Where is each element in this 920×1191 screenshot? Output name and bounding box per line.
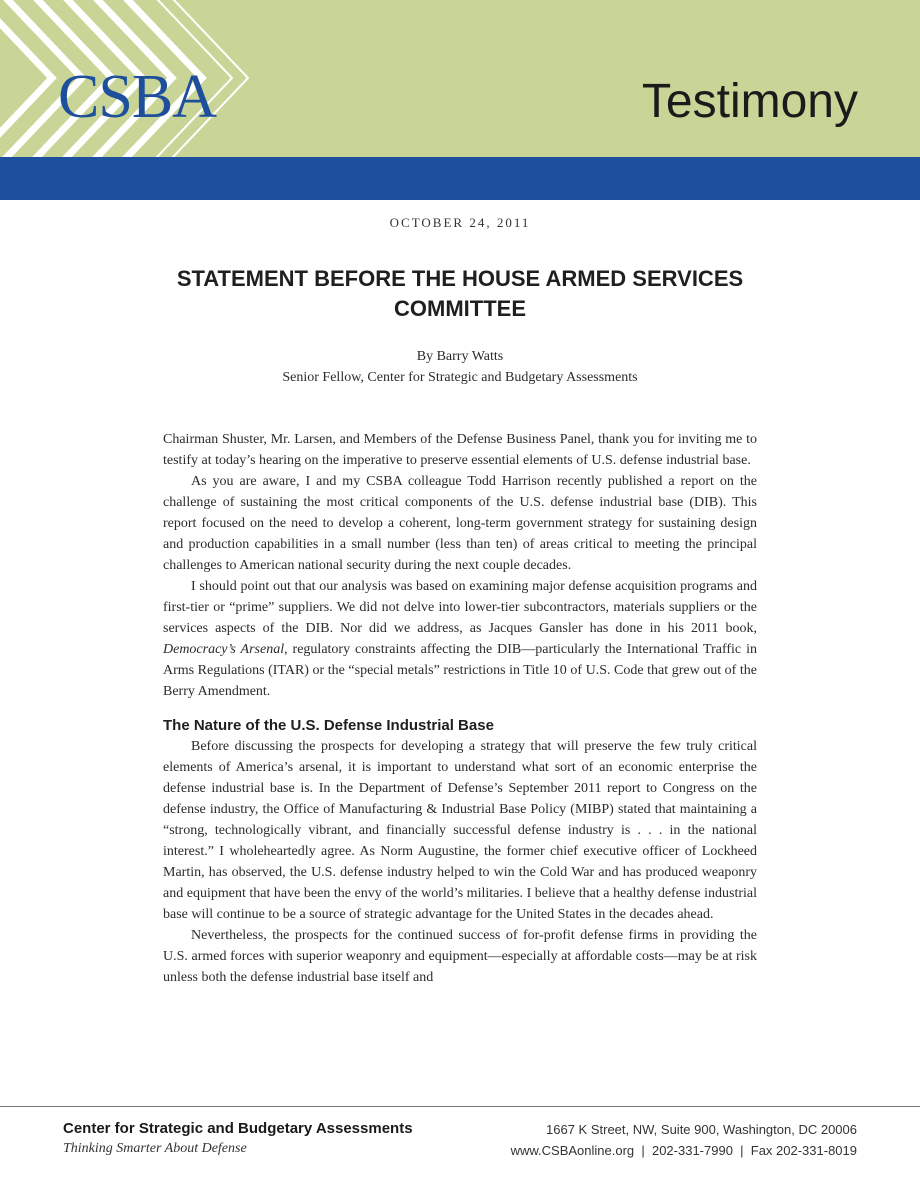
paragraph: Nevertheless, the prospects for the continued success of for-profit defense firms in providing the U.S. armed forces with superior weaponry and equipment—especially at affordable costs—may be at risk unless both the defense industrial base itself and	[163, 928, 757, 985]
section-heading: The Nature of the U.S. Defense Industrial Base	[163, 717, 494, 734]
author-name: By Barry Watts	[416, 349, 504, 364]
paragraph: Chairman Shuster, Mr. Larsen, and Members of the Defense Business Panel, thank you for inviting me to testify at today’s hearing on the imperative to preserve essential elements of U.S. defense industrial base.	[163, 432, 757, 468]
csba-logo: CSBA	[58, 63, 216, 131]
header-blue-band	[0, 157, 920, 200]
statement-title-line-2: COMMITTEE	[394, 296, 526, 321]
paragraph-text: I should point out that our analysis was based on examining major defense acquisition programs and first-tier or “prime” suppliers. We did not delve into lower-tier subcontractors, materials suppliers or the services aspects of the DIB. Nor did we address, as Jacques Gansler has done in his 2011 book,	[163, 579, 757, 636]
footer-contact-info: www.CSBAonline.org | 202-331-7990 | Fax 202-331-8019	[510, 1143, 857, 1158]
byline	[0, 346, 920, 388]
footer-divider	[0, 1106, 920, 1107]
book-title: Democracy’s Arsenal	[163, 642, 285, 657]
footer-organization-name: Center for Strategic and Budgetary Assessments	[63, 1120, 413, 1137]
testimony-body	[163, 429, 757, 988]
footer-tagline: Thinking Smarter About Defense	[63, 1141, 247, 1156]
statement-title	[120, 264, 800, 324]
statement-title-line-1: STATEMENT BEFORE THE HOUSE ARMED SERVICES	[176, 266, 744, 291]
paragraph-text: , regulatory constraints affecting the DIB—particularly the International Traffic in Arms Regulations (ITAR) or the “special metals” restrictions in Title 10 of U.S. Code that grew out of the Berry Amendment.	[163, 642, 757, 699]
document-date: OCTOBER 24, 2011	[389, 215, 531, 230]
paragraph: Before discussing the prospects for developing a strategy that will preserve the few truly critical elements of America’s arsenal, it is important to understand what sort of an economic enterprise the defense industrial base is. In the Department of Defense’s September 2011 report to Congress on the defense industry, the Office of Manufacturing & Industrial Base Policy (MIBP) stated that maintaining a “strong, technologically vibrant, and financially successful defense industry is . . . in the national interest.” I wholeheartedly agree. As Norm Augustine, the former chief executive officer of Lockheed Martin, has observed, the U.S. defense industry helped to win the Cold War and has produced weaponry and equipment that have been the envy of the world’s militaries. I believe that a healthy defense industrial base will continue to be a source of strategic advantage for the United States in the decades ahead.	[163, 739, 757, 922]
author-affiliation: Senior Fellow, Center for Strategic and Budgetary Assessments	[282, 370, 638, 385]
paragraph: As you are aware, I and my CSBA colleague Todd Harrison recently published a report on the challenge of sustaining the most critical components of the U.S. defense industrial base (DIB). This report focused on the need to develop a coherent, long-term government strategy for sustaining design and production capabilities in a small number (less than ten) of areas critical to meeting the principal challenges to American national security during the next couple decades.	[163, 474, 757, 573]
footer-address: 1667 K Street, NW, Suite 900, Washington, DC 20006	[546, 1122, 857, 1137]
paragraph	[163, 576, 757, 702]
document-type-title: Testimony	[641, 75, 858, 128]
header-banner	[0, 0, 920, 157]
